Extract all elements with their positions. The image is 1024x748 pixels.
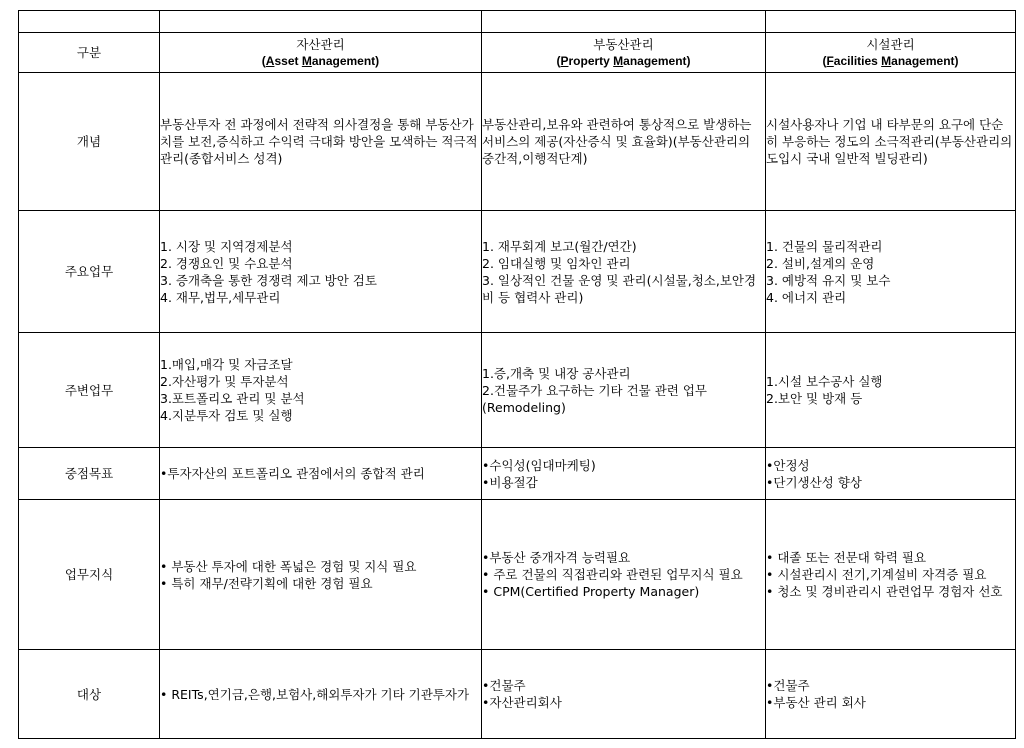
cell-line: • 부동산 투자에 대한 폭넓은 경험 및 지식 필요 xyxy=(160,558,417,574)
table-cell xyxy=(160,333,482,448)
cell-line: 3. 예방적 유지 및 보수 xyxy=(766,272,891,288)
table-row xyxy=(19,448,1016,500)
blank-cell xyxy=(160,11,482,33)
cell-line: •건물주 xyxy=(482,678,526,693)
column-title: 시설관리 xyxy=(866,36,915,52)
cell-line: 2.보안 및 방재 등 xyxy=(766,391,863,406)
cell-line: •안정성 xyxy=(766,457,810,473)
cell-line: • 주로 건물의 직접관리와 관련된 업무지식 필요 xyxy=(482,567,743,582)
table-cell xyxy=(766,73,1016,211)
blank-cell xyxy=(766,11,1016,33)
cell-line: • 특히 재무/전략기획에 대한 경험 필요 xyxy=(160,575,373,591)
column-title: 자산관리 xyxy=(296,36,345,52)
cell-line: 2.건물주가 요구하는 기타 건물 관련 업무 (Remodeling) xyxy=(482,382,707,415)
cell-line: • 대졸 또는 전문대 학력 필요 xyxy=(766,550,927,565)
row-label: 중점목표 xyxy=(19,448,160,500)
cell-line: 1. 시장 및 지역경제분석 xyxy=(160,238,293,254)
table-cell xyxy=(482,211,766,333)
blank-cell xyxy=(482,11,766,33)
cell-line: 4.지분투자 검토 및 실행 xyxy=(160,408,293,423)
table-row xyxy=(19,73,1016,211)
cell-line: 2. 경쟁요인 및 수요분석 xyxy=(160,255,293,271)
cell-line: 시설사용자나 기업 내 타부문의 요구에 단순히 부응하는 정도의 소극적관리(부동산관리의 도입시 국내 일반적 빌딩관리) xyxy=(766,117,1013,166)
cell-line: •자산관리회사 xyxy=(482,695,562,710)
row-label: 주변업무 xyxy=(19,333,160,448)
table-row xyxy=(19,650,1016,739)
cell-line: 1. 건물의 물리적관리 xyxy=(766,238,883,254)
cell-line: 1. 재무회계 보고(월간/연간) xyxy=(482,238,637,254)
cell-line: •비용절감 xyxy=(482,474,538,490)
cell-line: •부동산 관리 회사 xyxy=(766,695,866,710)
cell-line: •단기생산성 향상 xyxy=(766,474,862,490)
table-cell xyxy=(482,333,766,448)
table-cell xyxy=(766,500,1016,650)
cell-line: 3. 증개축을 통한 경쟁력 제고 방안 검토 xyxy=(160,272,377,288)
table-cell xyxy=(766,333,1016,448)
cell-line: •부동산 중개자격 능력필요 xyxy=(482,550,631,565)
cell-line: 1.매입,매각 및 자금조달 xyxy=(160,357,293,372)
cell-line: •투자자산의 포트폴리오 관점에서의 종합적 관리 xyxy=(160,466,425,481)
cell-line: •수익성(임대마케팅) xyxy=(482,457,596,473)
cell-line: •건물주 xyxy=(766,678,810,693)
table-row xyxy=(19,500,1016,650)
column-header-asset xyxy=(160,33,482,73)
table-cell xyxy=(766,211,1016,333)
cell-line: • REITs,연기금,은행,보험사,해외투자가 기타 기관투자가 xyxy=(160,686,470,702)
cell-line: • 시설관리시 전기,기계설비 자격증 필요 xyxy=(766,567,987,582)
table-cell xyxy=(160,448,482,500)
table-cell xyxy=(160,500,482,650)
column-title: 부동산관리 xyxy=(593,36,654,52)
cell-line: 4. 재무,법무,세무관리 xyxy=(160,289,281,305)
table-cell xyxy=(160,650,482,739)
cell-line: 3. 일상적인 건물 운영 및 관리(시설물,청소,보안경비 등 협력사 관리) xyxy=(482,272,757,305)
table-cell xyxy=(766,448,1016,500)
row-label: 업무지식 xyxy=(19,500,160,650)
table-cell xyxy=(482,448,766,500)
cell-line: 부동산관리,보유와 관련하여 통상적으로 발생하는 서비스의 제공(자산증식 및 효율화)(부동산관리의 중간적,이행적단계) xyxy=(482,117,752,166)
column-header-facilities xyxy=(766,33,1016,73)
cell-line: 1.증,개축 및 내장 공사관리 xyxy=(482,365,631,381)
row-label: 개념 xyxy=(19,73,160,211)
blank-top-row xyxy=(19,11,1016,33)
cell-line: 3.포트폴리오 관리 및 분석 xyxy=(160,391,305,406)
row-label: 주요업무 xyxy=(19,211,160,333)
cell-line: 1.시설 보수공사 실행 xyxy=(766,374,883,389)
cell-line: 2. 임대실행 및 임차인 관리 xyxy=(482,255,631,271)
table-cell xyxy=(160,73,482,211)
cell-line: 4. 에너지 관리 xyxy=(766,289,847,305)
cell-line: 2. 설비,설계의 운영 xyxy=(766,255,875,271)
cell-line: 2.자산평가 및 투자분석 xyxy=(160,374,289,389)
row-label: 대상 xyxy=(19,650,160,739)
column-subtitle: (Property Management) xyxy=(556,53,691,68)
column-subtitle: (Asset Management) xyxy=(261,53,380,68)
column-header-property xyxy=(482,33,766,73)
header-row xyxy=(19,33,1016,73)
cell-line: 부동산투자 전 과정에서 전략적 의사결정을 통해 부동산가치를 보전,증식하고 수익력 극대화 방안을 모색하는 적극적 관리(종합서비스 성격) xyxy=(160,117,478,166)
blank-cell xyxy=(19,11,160,33)
cell-line: • 청소 및 경비관리시 관련업무 경험자 선호 xyxy=(766,584,1003,599)
table-row xyxy=(19,211,1016,333)
table-cell xyxy=(482,500,766,650)
table-cell xyxy=(482,73,766,211)
cell-line: • CPM(Certified Property Manager) xyxy=(482,584,700,599)
table-cell xyxy=(160,211,482,333)
table-cell xyxy=(482,650,766,739)
management-comparison-table xyxy=(18,10,1016,739)
table-cell xyxy=(766,650,1016,739)
category-header: 구분 xyxy=(19,33,160,73)
column-subtitle: (Facilities Management) xyxy=(822,53,959,68)
table-row xyxy=(19,333,1016,448)
